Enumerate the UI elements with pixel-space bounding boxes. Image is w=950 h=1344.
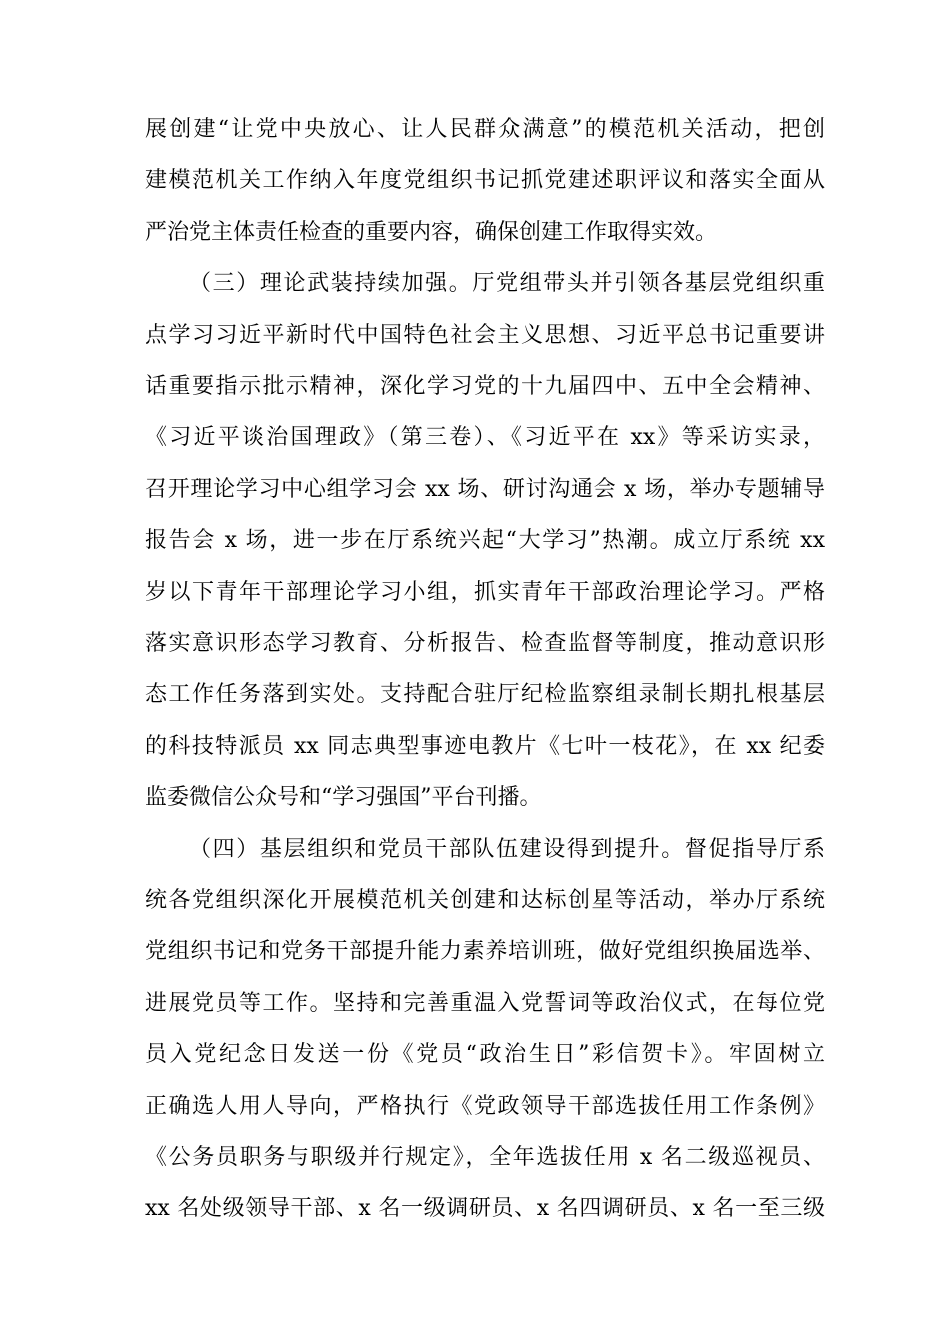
text-line: 话重要指示批示精神，深化学习党的十九届四中、五中全会精神、 [145, 374, 825, 399]
text-line: 严治党主体责任检查的重要内容，确保创建工作取得实效。 [145, 219, 718, 245]
text-line: 落实意识形态学习教育、分析报告、检查监督等制度，推动意识形 [145, 631, 825, 656]
text-line: 监委微信公众号和“学习强国”平台刊播。 [145, 785, 542, 811]
text-line: 党组织书记和党务干部提升能力素养培训班，做好党组织换届选举、 [145, 939, 825, 965]
text-line: 员入党纪念日发送一份《党员“政治生日”彩信贺卡》。牢固树立 [145, 1042, 825, 1068]
text-line: 点学习习近平新时代中国特色社会主义思想、习近平总书记重要讲 [145, 322, 825, 348]
text-line: 统各党组织深化开展模范机关创建和达标创星等活动，举办厅系统 [145, 888, 825, 913]
text-line: 《习近平谈治国理政》（第三卷）、《习近平在 xx》等采访实录， [145, 425, 825, 451]
text-line: 的科技特派员 xx 同志典型事迹电教片《七叶一枝花》，在 xx 纪委 [145, 733, 825, 759]
text-line: （四）基层组织和党员干部队伍建设得到提升。督促指导厅系 [189, 836, 825, 862]
text-line: 态工作任务落到实处。支持配合驻厅纪检监察组录制长期扎根基层 [145, 682, 825, 708]
text-line: 《公务员职务与职级并行规定》，全年选拔任用 x 名二级巡视员、 [145, 1145, 825, 1170]
text-line: xx 名处级领导干部、x 名一级调研员、x 名四调研员、x 名一至三级 [145, 1196, 825, 1222]
text-line: 正确选人用人导向，严格执行《党政领导干部选拔任用工作条例》 [145, 1093, 825, 1119]
text-line: 展创建“让党中央放心、让人民群众满意”的模范机关活动，把创 [145, 117, 825, 142]
text-line: （三）理论武装持续加强。厅党组带头并引领各基层党组织重 [189, 271, 825, 297]
text-line: 建模范机关工作纳入年度党组织书记抓党建述职评议和落实全面从 [145, 168, 825, 194]
text-line: 进展党员等工作。坚持和完善重温入党誓词等政治仪式，在每位党 [145, 990, 825, 1016]
text-line: 岁以下青年干部理论学习小组，抓实青年干部政治理论学习。严格 [145, 579, 825, 605]
text-line: 报告会 x 场，进一步在厅系统兴起“大学习”热潮。成立厅系统 xx [145, 528, 825, 554]
text-line: 召开理论学习中心组学习会 xx 场、研讨沟通会 x 场，举办专题辅导 [145, 476, 825, 502]
